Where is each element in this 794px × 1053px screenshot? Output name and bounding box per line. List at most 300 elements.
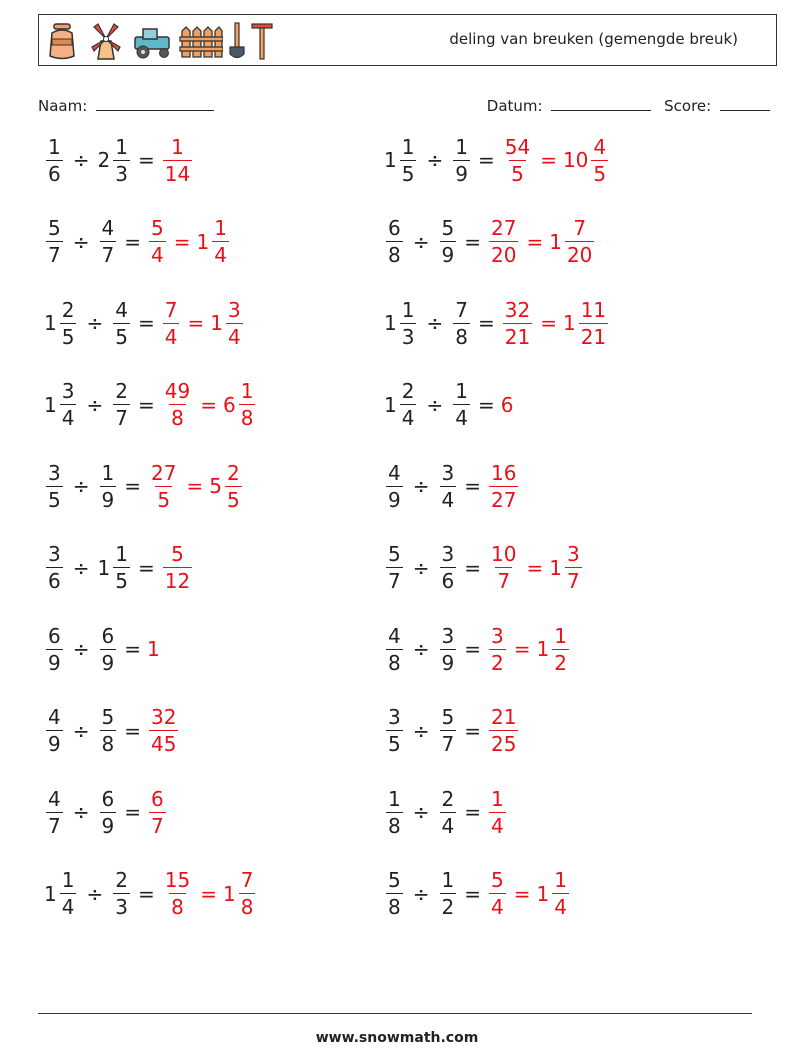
answer-fraction-denominator: 4 — [164, 324, 178, 349]
equals-sign: = — [124, 637, 141, 661]
dividend — [46, 623, 63, 675]
answer-mixed-whole: 1 — [222, 881, 236, 906]
answer — [147, 218, 231, 265]
worksheet-header — [38, 14, 777, 66]
divisor-denominator: 8 — [455, 324, 468, 349]
answer — [161, 381, 258, 428]
problem-17 — [44, 784, 168, 840]
problem-5 — [44, 295, 245, 351]
equals-sign: = — [137, 881, 155, 906]
divisor — [113, 297, 130, 349]
problem-1 — [44, 132, 194, 188]
dividend-denominator: 7 — [388, 569, 401, 593]
answer-fraction-numerator: 1 — [171, 134, 184, 159]
answer — [501, 393, 514, 417]
answer-fraction-numerator: 32 — [151, 705, 177, 729]
divisor-denominator: 6 — [441, 569, 455, 593]
dividend-whole: 1 — [44, 881, 57, 906]
answer — [487, 623, 571, 675]
answer-mixed-whole: 1 — [210, 311, 223, 335]
answer — [501, 297, 610, 349]
footer-url: www.snowmath.com — [315, 1030, 479, 1046]
divisor-numerator: 2 — [115, 379, 128, 403]
problem-11 — [44, 540, 194, 596]
divisor-denominator: 7 — [115, 406, 128, 430]
answer — [501, 134, 610, 186]
answer-fraction — [163, 134, 192, 186]
answer-fraction-numerator: 5 — [171, 542, 184, 566]
equals-sign: = — [464, 474, 481, 498]
problem-7 — [44, 377, 257, 433]
divide-sign: ÷ — [412, 718, 430, 743]
answer-mixed-denominator: 4 — [227, 324, 241, 349]
answer-mixed-denominator: 20 — [566, 243, 593, 267]
answer-mixed-whole: 1 — [549, 229, 562, 254]
dividend-denominator: 9 — [48, 732, 61, 756]
answer-mixed-denominator: 5 — [593, 161, 607, 186]
divisor — [100, 786, 117, 838]
divisor-denominator: 4 — [455, 406, 468, 430]
answer-fraction — [489, 786, 506, 838]
answer-equals-sign: = — [186, 474, 204, 498]
divide-sign: ÷ — [86, 881, 104, 906]
dividend — [386, 707, 403, 754]
answer-fraction-denominator: 5 — [511, 161, 524, 186]
divisor-denominator: 4 — [441, 487, 455, 512]
answer-fraction-denominator: 14 — [164, 161, 191, 186]
divisor-numerator: 3 — [441, 623, 455, 648]
answer — [147, 460, 244, 512]
dividend-numerator: 6 — [388, 216, 401, 240]
answer-mixed-numerator: 11 — [580, 297, 607, 322]
dividend — [46, 786, 63, 838]
answer-fraction-denominator: 21 — [504, 324, 531, 349]
dividend-denominator: 6 — [48, 569, 61, 593]
divisor-numerator: 5 — [101, 705, 115, 729]
divisor-numerator: 2 — [441, 786, 455, 811]
answer-mixed-whole: 1 — [196, 229, 210, 254]
divisor — [113, 870, 130, 917]
divisor — [440, 870, 457, 917]
rake-icon — [249, 21, 275, 61]
answer-fraction-numerator: 16 — [491, 460, 517, 485]
answer-fraction-denominator: 25 — [491, 732, 517, 756]
problem-18 — [384, 784, 508, 840]
divisor-denominator: 5 — [115, 569, 128, 593]
answer-mixed-numerator: 7 — [240, 868, 254, 892]
dividend-numerator: 1 — [388, 786, 401, 811]
dividend-numerator: 3 — [48, 460, 61, 485]
dividend-numerator: 5 — [48, 216, 61, 240]
divisor-numerator: 6 — [101, 623, 115, 648]
dividend — [400, 297, 417, 349]
divisor — [100, 218, 117, 265]
answer-mixed-numerator: 1 — [554, 623, 567, 648]
divisor-denominator: 7 — [101, 243, 115, 267]
answer-mixed-whole: 1 — [549, 555, 562, 580]
divisor-whole: 1 — [97, 555, 111, 580]
divisor-numerator: 2 — [115, 868, 128, 892]
dividend — [386, 870, 403, 917]
answer-equals-sign: = — [526, 229, 544, 254]
divide-sign: ÷ — [72, 229, 90, 254]
divisor-numerator: 1 — [441, 868, 455, 892]
date-line[interactable] — [551, 96, 651, 111]
divisor — [453, 134, 470, 186]
divide-sign: ÷ — [72, 637, 90, 661]
answer-mixed-numerator: 1 — [554, 868, 567, 892]
problem-6 — [384, 295, 610, 351]
answer-fraction-denominator: 27 — [491, 487, 517, 512]
answer-fraction-numerator: 5 — [151, 216, 164, 240]
answer-fraction-numerator: 5 — [491, 868, 504, 892]
answer — [487, 460, 520, 512]
dividend — [46, 707, 63, 754]
problem-12 — [384, 540, 584, 596]
name-label: Naam: — [38, 97, 88, 115]
answer-whole: 6 — [500, 392, 514, 417]
dividend-denominator: 8 — [388, 243, 401, 267]
divisor-denominator: 3 — [115, 161, 128, 186]
equals-sign: = — [137, 311, 155, 335]
divide-sign: ÷ — [72, 474, 90, 498]
equals-sign: = — [464, 800, 481, 824]
divide-sign: ÷ — [426, 311, 444, 335]
divisor-numerator: 5 — [441, 216, 455, 240]
problem-20 — [384, 866, 571, 922]
score-line[interactable] — [720, 96, 770, 111]
answer-mixed-whole: 5 — [209, 474, 222, 498]
divisor-numerator: 6 — [101, 786, 115, 811]
dividend-denominator: 7 — [48, 813, 61, 838]
problem-10 — [384, 458, 520, 514]
answer-equals-sign: = — [513, 637, 531, 661]
answer-fraction-denominator: 20 — [491, 243, 517, 267]
answer-fraction — [503, 297, 532, 349]
dividend — [386, 623, 403, 675]
answer-fraction-numerator: 7 — [164, 297, 178, 322]
answer-equals-sign: = — [513, 881, 531, 906]
dividend — [60, 297, 77, 349]
divisor-denominator: 5 — [115, 324, 128, 349]
dividend-numerator: 3 — [61, 379, 75, 403]
milk-can-icon — [45, 21, 79, 61]
divisor-numerator: 3 — [441, 542, 455, 566]
equals-sign: = — [124, 229, 141, 254]
problem-14 — [384, 621, 571, 677]
dividend-numerator: 5 — [388, 868, 401, 892]
dividend-numerator: 4 — [388, 460, 401, 485]
answer-fraction-numerator: 10 — [491, 542, 517, 566]
divisor-denominator: 9 — [101, 650, 115, 675]
answer-fraction-numerator: 15 — [164, 868, 191, 892]
dividend — [400, 381, 417, 428]
answer-fraction-numerator: 27 — [491, 216, 517, 240]
equals-sign: = — [124, 718, 141, 743]
dividend-numerator: 4 — [388, 623, 401, 648]
divisor — [100, 623, 117, 675]
problem-16 — [384, 703, 520, 759]
divisor-numerator: 3 — [441, 460, 455, 485]
dividend — [386, 460, 403, 512]
answer-mixed-numerator: 7 — [573, 216, 587, 240]
answer-fraction — [489, 707, 518, 754]
divisor-denominator: 4 — [441, 813, 455, 838]
dividend — [46, 544, 63, 591]
date-score-fields — [487, 96, 770, 115]
answer-equals-sign: = — [200, 392, 217, 417]
answer-mixed — [552, 870, 569, 917]
answer-mixed-numerator: 1 — [240, 379, 254, 403]
equals-sign: = — [464, 637, 481, 661]
name-line[interactable] — [96, 96, 214, 111]
divide-sign: ÷ — [72, 555, 90, 580]
answer — [161, 134, 194, 186]
answer-mixed-denominator: 4 — [214, 243, 227, 267]
problem-15 — [44, 703, 180, 759]
equals-sign: = — [137, 392, 155, 417]
dividend — [46, 218, 63, 265]
answer-fraction — [149, 460, 178, 512]
answer-mixed-denominator: 4 — [554, 895, 567, 919]
dividend — [400, 134, 417, 186]
dividend-denominator: 8 — [388, 895, 401, 919]
answer-fraction-denominator: 2 — [491, 650, 504, 675]
answer-fraction — [489, 544, 518, 591]
answer-fraction-denominator: 5 — [157, 487, 171, 512]
dividend-denominator: 8 — [388, 813, 401, 838]
dividend-whole: 1 — [384, 311, 397, 335]
answer-mixed — [565, 544, 582, 591]
problem-13 — [44, 621, 160, 677]
divisor — [113, 544, 130, 591]
answer-fraction — [149, 707, 178, 754]
answer-mixed-numerator: 3 — [566, 542, 580, 566]
divisor — [440, 707, 457, 754]
dividend — [60, 381, 77, 428]
dividend-denominator: 8 — [388, 650, 401, 675]
answer — [147, 637, 160, 661]
divisor — [440, 623, 457, 675]
divisor — [440, 786, 457, 838]
equals-sign: = — [464, 555, 481, 580]
answer-mixed — [552, 623, 569, 675]
dividend-denominator: 9 — [48, 650, 61, 675]
answer — [487, 218, 596, 265]
divisor-numerator: 1 — [101, 460, 115, 485]
answer-fraction-numerator: 1 — [491, 786, 504, 811]
answer — [487, 544, 584, 591]
answer-fraction-denominator: 8 — [171, 895, 184, 919]
divisor-whole: 2 — [97, 148, 111, 172]
dividend-denominator: 4 — [61, 895, 75, 919]
answer-mixed-whole: 1 — [536, 637, 550, 661]
answer-mixed — [225, 460, 242, 512]
dividend-whole: 1 — [44, 392, 57, 417]
answer — [161, 297, 245, 349]
worksheet-title: deling van breuken (gemengde breuk) — [449, 30, 738, 48]
answer — [161, 870, 258, 917]
footer-divider — [38, 1013, 752, 1014]
equals-sign: = — [137, 555, 155, 580]
answer-mixed-denominator: 5 — [226, 487, 240, 512]
answer-equals-sign: = — [200, 881, 217, 906]
answer-mixed-denominator: 7 — [566, 569, 580, 593]
answer-mixed — [226, 297, 243, 349]
divide-sign: ÷ — [412, 229, 430, 254]
fence-icon — [179, 21, 223, 61]
dividend — [46, 134, 63, 186]
answer-fraction-numerator: 54 — [504, 134, 531, 159]
divisor — [453, 381, 470, 428]
answer-mixed-whole: 1 — [536, 881, 550, 906]
score-label: Score: — [664, 97, 712, 115]
answer-fraction-denominator: 4 — [151, 243, 164, 267]
answer-equals-sign: = — [526, 555, 544, 580]
answer-fraction-numerator: 21 — [491, 705, 517, 729]
dividend-numerator: 1 — [48, 134, 61, 159]
dividend-numerator: 1 — [61, 868, 75, 892]
divide-sign: ÷ — [412, 474, 430, 498]
dividend-denominator: 3 — [401, 324, 415, 349]
date-label: Datum: — [486, 97, 543, 115]
divisor-denominator: 2 — [441, 895, 455, 919]
answer-fraction-denominator: 4 — [491, 813, 504, 838]
answer-fraction-numerator: 6 — [151, 786, 164, 811]
divisor-numerator: 1 — [455, 134, 468, 159]
divide-sign: ÷ — [72, 718, 90, 743]
equals-sign: = — [464, 229, 481, 254]
divisor — [113, 134, 130, 186]
answer-fraction-numerator: 49 — [164, 379, 191, 403]
divisor-numerator: 4 — [101, 216, 115, 240]
dividend-whole: 1 — [384, 392, 397, 417]
dividend-numerator: 3 — [48, 542, 61, 566]
dividend-numerator: 6 — [48, 623, 61, 648]
divisor — [113, 381, 130, 428]
equals-sign: = — [124, 800, 141, 824]
answer — [161, 544, 194, 591]
answer-mixed-numerator: 1 — [214, 216, 227, 240]
divisor-denominator: 3 — [115, 895, 128, 919]
answer-fraction-numerator: 3 — [491, 623, 504, 648]
divisor — [440, 218, 457, 265]
answer-fraction — [489, 218, 518, 265]
problem-8 — [384, 377, 513, 433]
answer-fraction-denominator: 7 — [497, 569, 511, 593]
answer — [487, 786, 508, 838]
divide-sign: ÷ — [412, 637, 430, 661]
dividend-numerator: 3 — [388, 705, 401, 729]
windmill-icon — [89, 21, 123, 61]
problem-4 — [384, 214, 596, 270]
divisor-denominator: 8 — [101, 732, 115, 756]
answer-mixed — [239, 381, 256, 428]
answer-fraction — [503, 134, 532, 186]
equals-sign: = — [124, 474, 141, 498]
dividend — [46, 460, 63, 512]
divisor-numerator: 1 — [115, 134, 128, 159]
divide-sign: ÷ — [412, 555, 430, 580]
divisor — [440, 460, 457, 512]
equals-sign: = — [477, 148, 495, 172]
answer — [147, 786, 168, 838]
divisor-denominator: 9 — [441, 650, 455, 675]
dividend-denominator: 7 — [48, 243, 61, 267]
dividend-denominator: 6 — [48, 161, 61, 186]
answer-fraction-numerator: 32 — [504, 297, 531, 322]
dividend-numerator: 1 — [401, 134, 415, 159]
dividend — [386, 218, 403, 265]
dividend-denominator: 5 — [61, 324, 75, 349]
dividend-numerator: 4 — [48, 705, 61, 729]
divisor-denominator: 9 — [101, 487, 115, 512]
answer-fraction-denominator: 45 — [151, 732, 177, 756]
divisor — [100, 707, 117, 754]
answer-mixed — [239, 870, 256, 917]
answer-fraction — [163, 381, 192, 428]
divisor-numerator: 5 — [441, 705, 455, 729]
dividend-numerator: 1 — [401, 297, 415, 322]
divisor — [100, 460, 117, 512]
answer-fraction-denominator: 4 — [491, 895, 504, 919]
answer-mixed-whole: 6 — [222, 392, 236, 417]
divide-sign: ÷ — [412, 881, 430, 906]
answer-fraction — [149, 218, 166, 265]
divide-sign: ÷ — [72, 800, 90, 824]
answer-fraction — [489, 870, 506, 917]
answer-equals-sign: = — [540, 148, 557, 172]
divide-sign: ÷ — [412, 800, 430, 824]
divisor-numerator: 7 — [455, 297, 468, 322]
dividend — [386, 544, 403, 591]
dividend-numerator: 2 — [61, 297, 75, 322]
answer-fraction — [489, 623, 506, 675]
divisor-denominator: 9 — [441, 243, 455, 267]
answer-fraction — [149, 786, 166, 838]
divisor — [453, 297, 470, 349]
dividend-denominator: 4 — [61, 406, 75, 430]
equals-sign: = — [137, 148, 155, 172]
answer-equals-sign: = — [187, 311, 205, 335]
name-field — [38, 96, 214, 115]
dividend-numerator: 5 — [388, 542, 401, 566]
answer-fraction — [163, 870, 192, 917]
answer-mixed-numerator: 2 — [226, 460, 240, 485]
answer-fraction-denominator: 7 — [151, 813, 164, 838]
divisor-numerator: 1 — [115, 542, 128, 566]
divide-sign: ÷ — [426, 148, 444, 172]
dividend-denominator: 5 — [388, 732, 401, 756]
dividend-denominator: 5 — [401, 161, 415, 186]
answer — [487, 870, 571, 917]
answer-mixed — [579, 297, 608, 349]
answer-fraction — [163, 544, 192, 591]
answer-mixed-denominator: 8 — [240, 406, 254, 430]
divisor-denominator: 9 — [455, 161, 468, 186]
shovel-icon — [227, 21, 247, 61]
answer-mixed — [565, 218, 594, 265]
problem-19 — [44, 866, 257, 922]
divide-sign: ÷ — [86, 392, 104, 417]
dividend-denominator: 9 — [388, 487, 401, 512]
answer-fraction — [163, 297, 180, 349]
divisor-denominator: 9 — [101, 813, 115, 838]
dividend-numerator: 2 — [401, 379, 415, 403]
answer-equals-sign: = — [540, 311, 557, 335]
dividend-whole: 1 — [384, 148, 397, 172]
answer-mixed-denominator: 21 — [580, 324, 607, 349]
